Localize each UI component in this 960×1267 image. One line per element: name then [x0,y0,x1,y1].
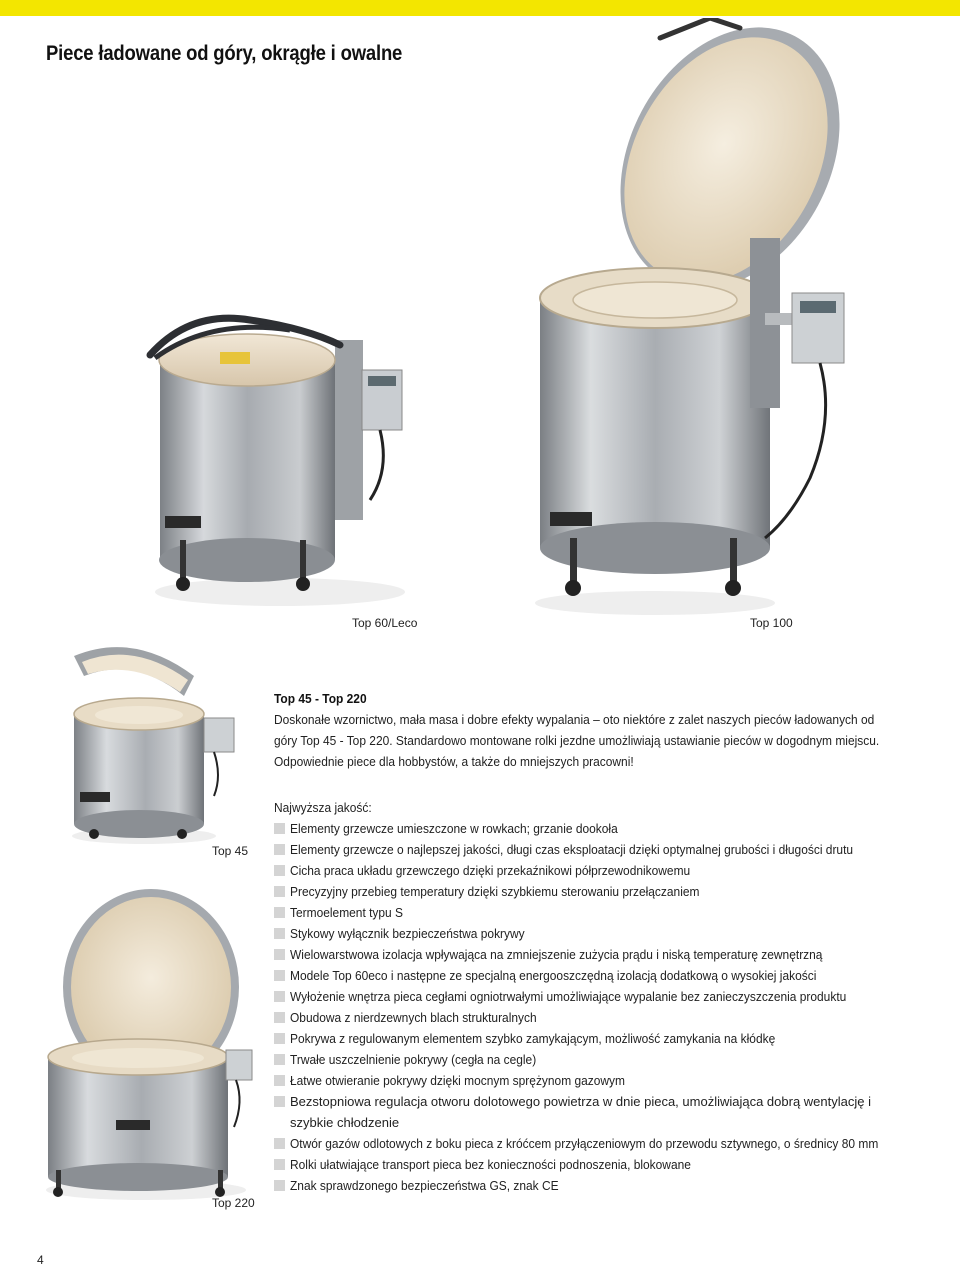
caption-top100: Top 100 [750,616,793,630]
feature-item: Wyłożenie wnętrza pieca cegłami ogniotrwałymi umożliwiające wypalanie bez zanieczyszczenia produktu [274,986,924,1007]
quality-heading: Najwyższa jakość: [274,800,372,815]
intro-line-3: Odpowiednie piece dla hobbystów, a także do mniejszych pracowni! [274,754,634,769]
feature-item: Elementy grzewcze o najlepszej jakości, długi czas eksploatacji dzięki optymalnej grubości i długości drutu [274,839,924,860]
quality-section [274,797,924,1196]
kiln-top60-image [130,300,430,610]
intro-section [274,688,914,772]
feature-item: Termoelement typu S [274,902,924,923]
feature-list [274,818,924,1196]
feature-item: Rolki ułatwiające transport pieca bez konieczności podnoszenia, blokowane [274,1154,924,1175]
kiln-top45-image [64,636,244,846]
caption-top220: Top 220 [212,1196,255,1210]
feature-item: Pokrywa z regulowanym elementem szybko zamykającym, możliwość zamykania na kłódkę [274,1028,924,1049]
page-number: 4 [37,1253,44,1267]
feature-item: Trwałe uszczelnienie pokrywy (cegła na cegle) [274,1049,924,1070]
feature-item: Cicha praca układu grzewczego dzięki przekaźnikowi półprzewodnikowemu [274,860,924,881]
feature-item: Elementy grzewcze umieszczone w rowkach; grzanie dookoła [274,818,924,839]
feature-item: Precyzyjny przebieg temperatury dzięki szybkiemu sterowaniu przełączaniem [274,881,924,902]
feature-item: Otwór gazów odlotowych z boku pieca z króćcem przyłączeniowym do przewodu sztywnego, o średnicy 80 mm [274,1133,924,1154]
feature-item: Wielowarstwowa izolacja wpływająca na zmniejszenie zużycia prądu i niską temperaturę zewnętrzną [274,944,924,965]
feature-item: Łatwe otwieranie pokrywy dzięki mocnym sprężynom gazowym [274,1070,924,1091]
intro-line-1: Doskonałe wzornictwo, mała masa i dobre efekty wypalania – oto niektóre z zalet naszych pieców ładowanych od [274,712,875,727]
feature-item: Modele Top 60eco i następne ze specjalną energooszczędną izolacją dodatkową o wysokiej jakości [274,965,924,986]
feature-item: Stykowy wyłącznik bezpieczeństwa pokrywy [274,923,924,944]
kiln-top220-image [36,882,266,1202]
page-title: Piece ładowane od góry, okrągłe i owalne [46,42,403,65]
caption-top60: Top 60/Leco [352,616,418,630]
feature-item: Znak sprawdzonego bezpieczeństwa GS, znak CE [274,1175,924,1196]
caption-top45: Top 45 [212,844,249,858]
intro-line-2: góry Top 45 - Top 220. Standardowo montowane rolki jezdne umożliwiają ustawianie pieców w dogodnym miejscu. [274,733,880,748]
kiln-top100-image [520,18,865,618]
feature-item: Obudowa z nierdzewnych blach strukturalnych [274,1007,924,1028]
intro-heading: Top 45 - Top 220 [274,691,367,706]
top-accent-bar [0,0,960,16]
feature-item: Bezstopniowa regulacja otworu dolotowego powietrza w dnie pieca, umożliwiająca dobrą wentylację i szybkie chłodzenie [274,1091,924,1133]
